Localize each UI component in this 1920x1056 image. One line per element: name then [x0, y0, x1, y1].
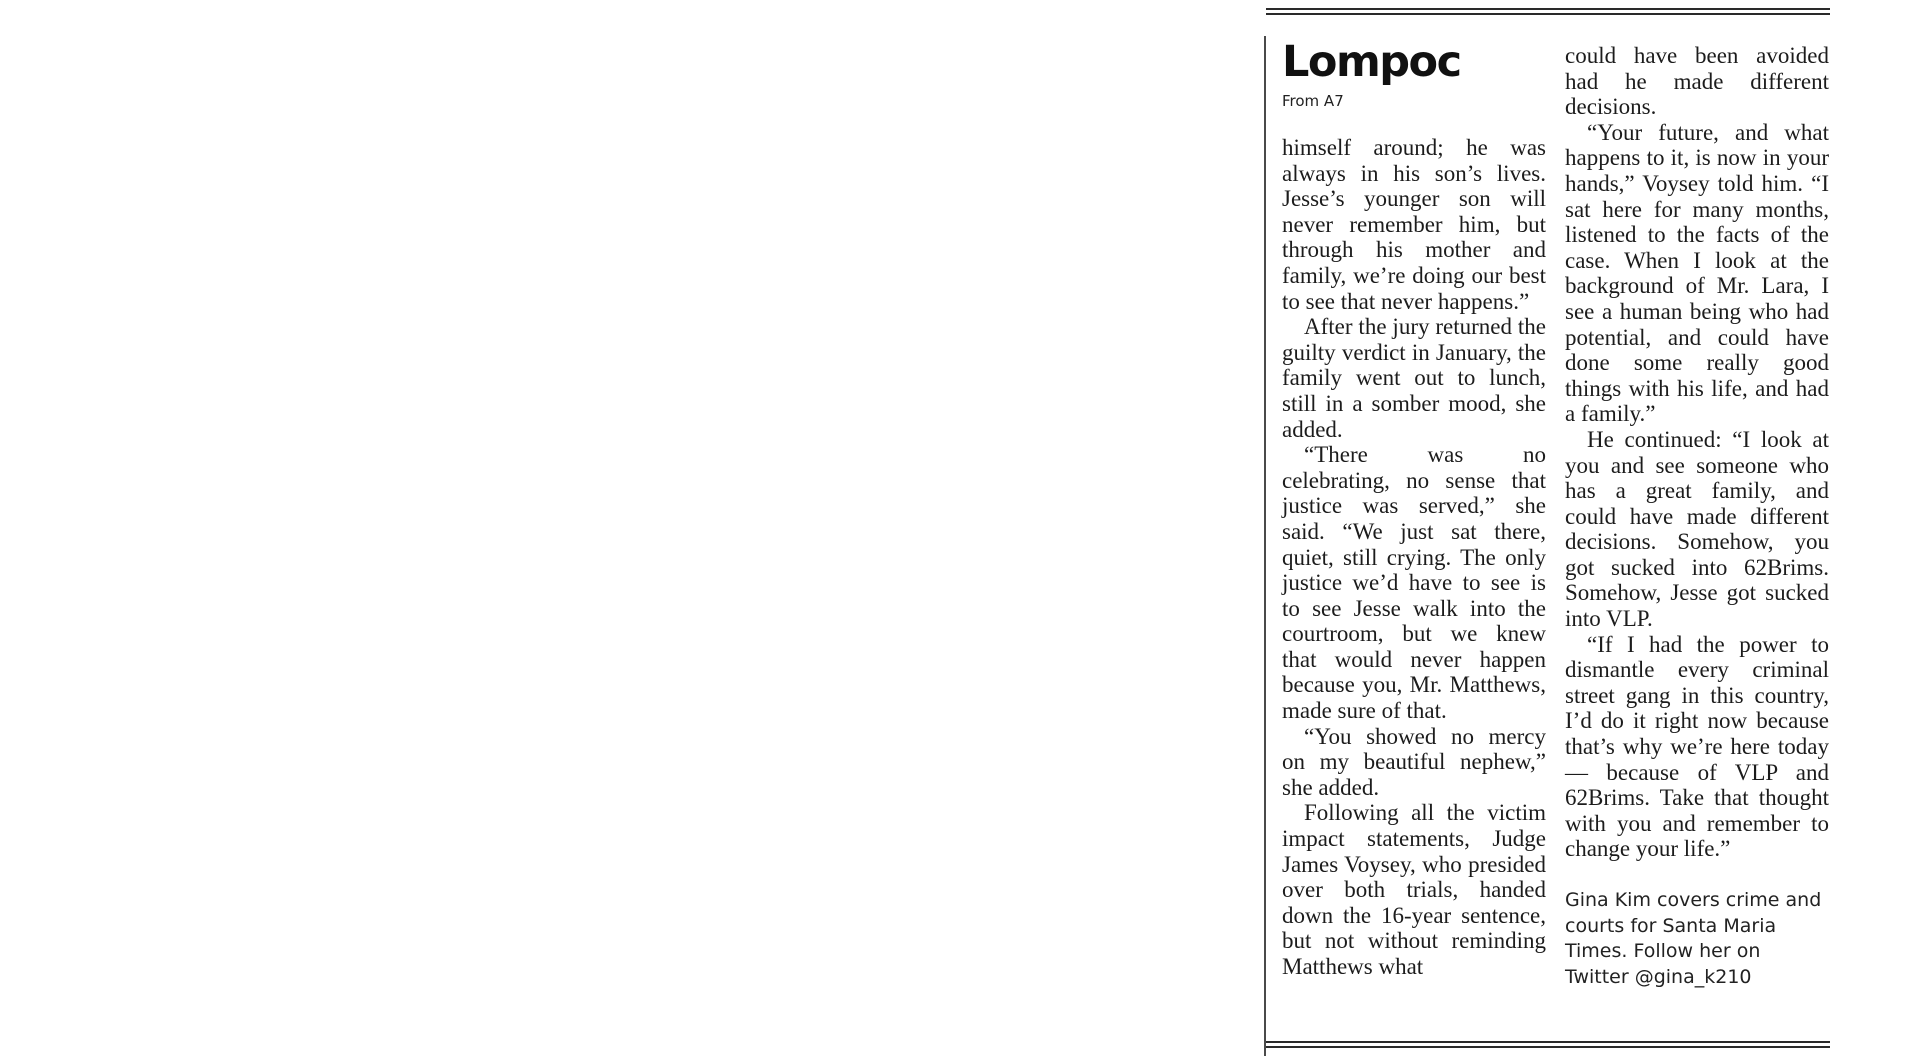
right-column — [1565, 0, 1829, 990]
left-column — [1282, 0, 1546, 980]
paragraph: “If I had the power to dismantle every criminal street gang in this country, I’d do it right now because that’s why we’re here today — because of VLP and 62Brims. Take that thought with you and remember to change your life.” — [1565, 631, 1829, 862]
paragraph: himself around; he was always in his son’s lives. Jesse’s younger son will never remember him, but through his mother and family, we’re doing our best to see that never happens.” — [1282, 135, 1546, 314]
headline: Lompoc — [1282, 37, 1461, 87]
paragraph: After the jury returned the guilty verdict in January, the family went out to lunch, still in a somber mood, she added. — [1282, 314, 1546, 442]
paragraph: could have been avoided had he made different decisions. — [1565, 43, 1829, 120]
author-bio: Gina Kim covers crime and courts for Santa Maria Times. Follow her on Twitter @gina_k210 — [1565, 889, 1822, 988]
paragraph: He continued: “I look at you and see someone who has a great family, and could have made different decisions. Somehow, you got sucked into 62Brims. Somehow, Jesse got sucked into VLP. — [1565, 426, 1829, 632]
column-divider — [1264, 36, 1266, 1056]
jump-label: From A7 — [1282, 92, 1344, 110]
paragraph: “You showed no mercy on my beautiful nephew,” she added. — [1282, 723, 1546, 800]
paragraph: “There was no celebrating, no sense that justice was served,” she said. “We just sat there, quiet, still crying. The only justice we’d have to see is to see Jesse walk into the courtroom, but we knew that would never happen because you, Mr. Matthews, made sure of that. — [1282, 442, 1546, 724]
paragraph: “Your future, and what happens to it, is now in your hands,” Voysey told him. “I sat here for many months, listened to the facts of the case. When I look at the background of Mr. Lara, I see a human being who had potential, and could have done some really good things with his life, and had a family.” — [1565, 119, 1829, 427]
bottom-double-rule — [1266, 1041, 1830, 1048]
paragraph: Following all the victim impact statements, Judge James Voysey, who presided over both trials, handed down the 16-year sentence, but not without reminding Matthews what — [1282, 800, 1546, 979]
